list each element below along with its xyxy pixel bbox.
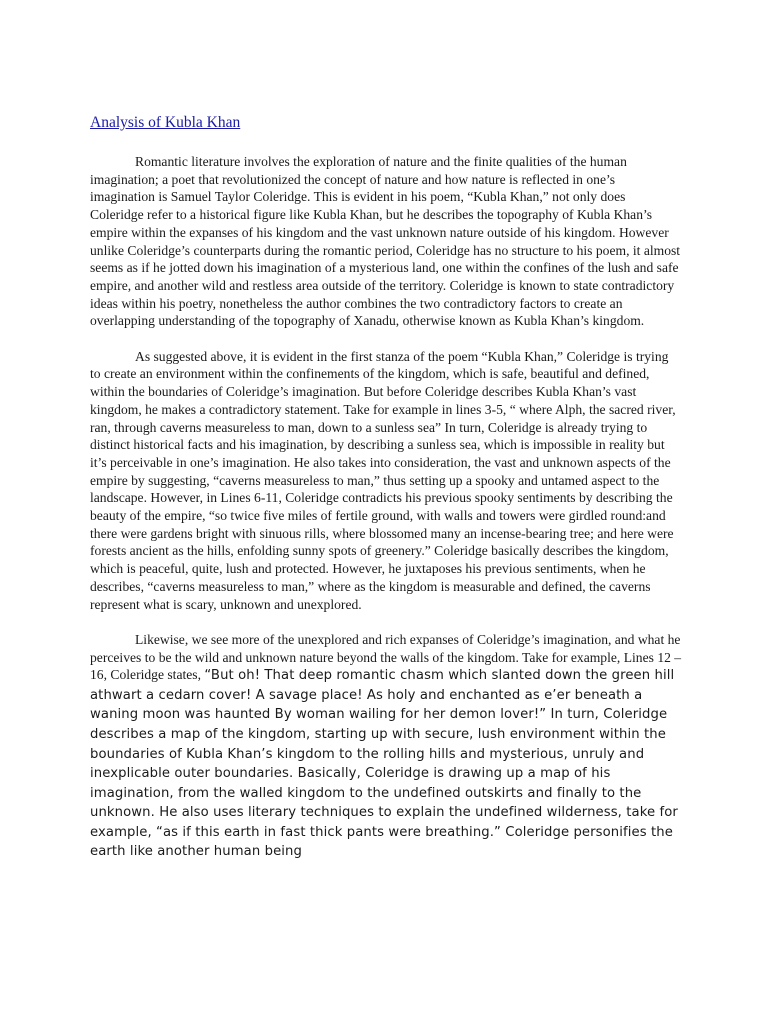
paragraph-3-sans-text: “But oh! That deep romantic chasm which slanted down the green hill athwart a cedarn cover! A savage place! As holy and enchanted as e’er beneath a waning moon was haunted By woman wailing for her demon lover!” In turn, Coleridge describes a map of the kingdom, starting up with secure, lush environment within the boundaries of Kubla Khan’s kingdom to the rolling hills and mysterious, unruly and inexplicable outer boundaries. Basically, Coleridge is drawing up a map of his imagination, from the walled kingdom to the undefined outskirts and finally to the unknown. He also uses literary techniques to explain the undefined wilderness, take for example, “as if this earth in fast thick pants were breathing.” Coleridge personifies the earth like another human being — [90, 668, 678, 860]
paragraph-3-serif-text: Likewise, we see more of the unexplored and rich expanses of Coleridge’s imagination, and what he perceives to be the wild and unknown nature beyond the walls of the kingdom. Take for example, Lines 12 – 16, Coleridge states, — [90, 631, 682, 683]
paragraph-2: As suggested above, it is evident in the first stanza of the poem “Kubla Khan,” Coleridge is trying to create an environment within the confinements of the kingdom, which is safe, beautiful and defined, within the boundaries of Coleridge’s imagination. But before Coleridge describes Kubla Khan’s vast kingdom, he makes a contradictory statement. Take for example in lines 3-5, “ where Alph, the sacred river, ran, through caverns measureless to man, down to a sunless sea” In turn, Coleridge is already trying to distinct historical facts and his imagination, by describing a sunless sea, which is impossible in reality but it’s perceivable in one’s imagination. He also takes into consideration, the vast and unknown aspects of the empire by suggesting, “caverns measureless to man,” thus setting up a spooky and untamed aspect to the landscape. However, in Lines 6-11, Coleridge contradicts his previous spooky sentiments by describing the beauty of the empire, “so twice five miles of fertile ground, with walls and towers were girdled round:and there were gardens bright with sinuous rills, where blossomed many an incense-bearing tree; and here were forests ancient as the hills, enfolding sunny spots of greenery.” Coleridge basically describes the kingdom, which is peaceful, quite, lush and protected. However, he juxtaposes his previous sentiments, when he describes, “caverns measureless to man,” where as the kingdom is measurable and defined, the caverns represent what is scary, unknown and unexplored. — [90, 348, 676, 612]
document-page — [90, 114, 682, 880]
paragraph-1: Romantic literature involves the exploration of nature and the finite qualities of the human imagination; a poet that revolutionized the concept of nature and how nature is reflected in one’s imagination is Samuel Taylor Coleridge. This is evident in his poem, “Kubla Khan,” not only does Coleridge refer to a historical figure like Kubla Khan, but he describes the topography of Kubla Khan’s empire within the expanses of his kingdom and the vast unknown nature outside of his kingdom. However unlike Coleridge’s counterparts during the romantic period, Coleridge has no structure to his poem, it almost seems as if he jotted down his imagination of a mysterious land, one within the confines of the lush and safe empire, and another wild and restless area outside of the territory. Coleridge is known to state contradictory ideas within his poetry, nonetheless the author combines the two contradictory factors to create an overlapping understanding of the topography of Xanadu, otherwise known as Kubla Khan’s kingdom. — [90, 154, 681, 329]
paragraph-3 — [90, 631, 682, 862]
document-title[interactable]: Analysis of Kubla Khan — [90, 114, 241, 131]
